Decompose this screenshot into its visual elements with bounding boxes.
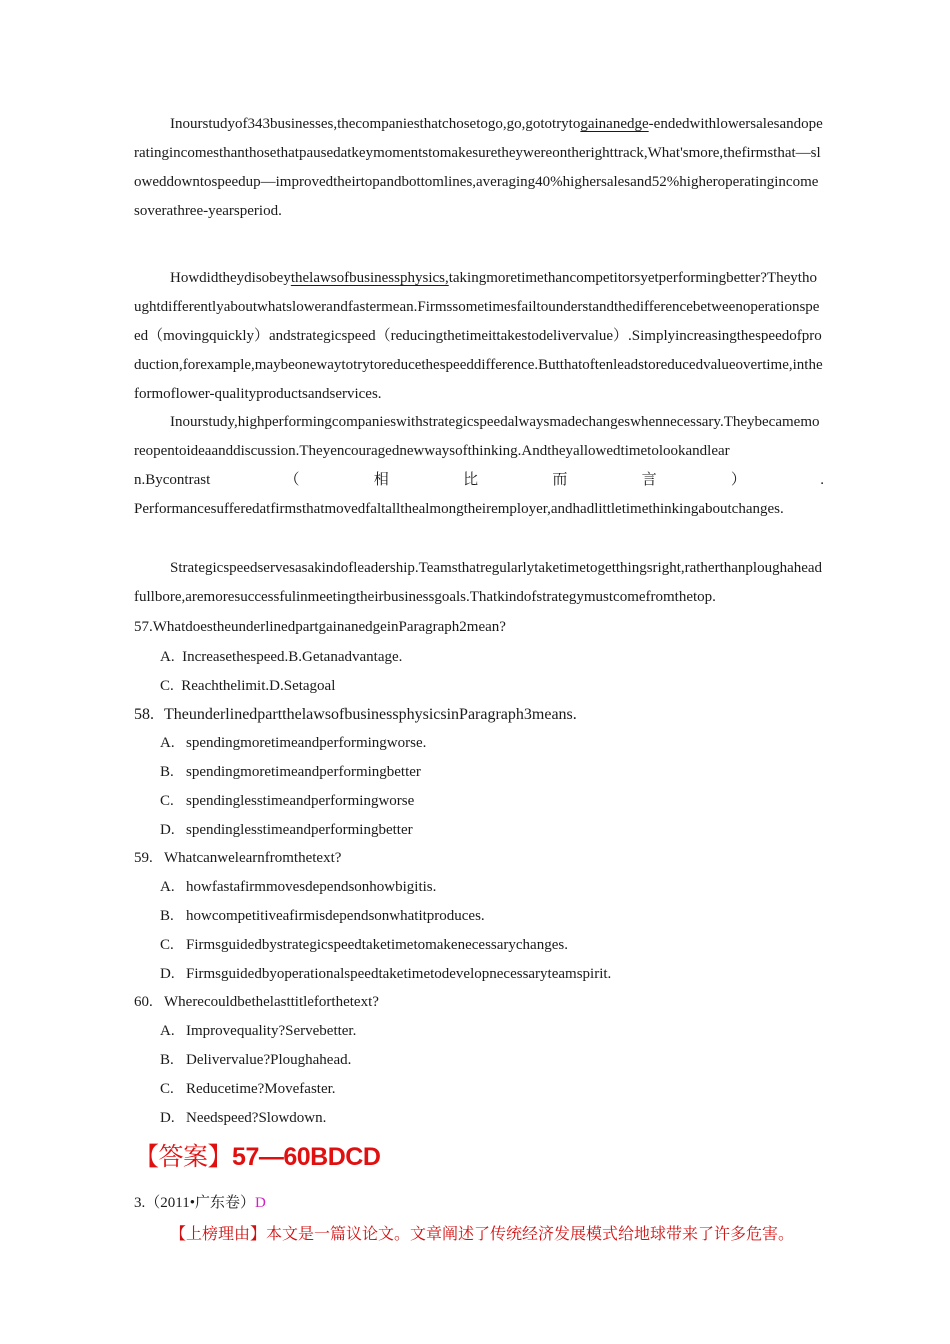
option-text: spendinglesstimeandperformingworse: [186, 793, 415, 809]
option-letter: D.: [160, 1110, 175, 1126]
question-59-stem: [134, 848, 341, 868]
answer-value: 57—60BDCD: [232, 1143, 381, 1171]
p2-text-after: takingmoretimethancompetitorsyetperformingbetter?Theythoughtdifferentlyaboutwhatslowerandfastermean.Firmssometimesfailtounderstandthedifferencebetweenoperationspeed（movingquickly）andstrategicspeed（reducingthetimeittakestodelivervalue）.Simplyincreasingthespeedofproduction,forexample,maybeonewaytotrytoreducethespeeddifference.Butthatoftenleadstoreducedvalueovertime,intheformoflower-qualityproductsandservices.: [134, 270, 823, 402]
p3-spread-word: 言: [641, 472, 657, 488]
option-60-b: [160, 1050, 351, 1070]
option-58-d: [160, 820, 413, 840]
option-59-c: [160, 935, 568, 955]
option-text: Improvequality?Servebetter.: [186, 1023, 357, 1039]
option-text: spendingmoretimeandperformingworse.: [186, 735, 427, 751]
option-letter: A.: [160, 879, 175, 895]
next-item-source: [134, 1191, 266, 1212]
question-60-stem: [134, 992, 379, 1012]
option-text: Delivervalue?Ploughahead.: [186, 1052, 352, 1068]
option-58-c: [160, 791, 414, 811]
option-text: Firmsguidedbystrategicspeedtaketimetomakenecessarychanges.: [186, 937, 568, 953]
option-text: spendingmoretimeandperformingbetter: [186, 764, 421, 780]
p3-spread-word: n.Bycontrast: [134, 472, 211, 488]
p3-spread-word: 比: [463, 472, 479, 488]
question-57-options-ab: A. Increasethespeed.B.Getanadvantage.: [160, 649, 403, 665]
option-letter: A.: [160, 1023, 175, 1039]
option-letter: C.: [160, 1081, 174, 1097]
option-text: howfastafirmmovesdependsonhowbigitis.: [186, 879, 437, 895]
question-number: 59.: [134, 850, 153, 866]
source-text: 3.（2011•广东卷）: [134, 1195, 255, 1211]
option-letter: D.: [160, 822, 175, 838]
option-text: howcompetitiveafirmisdependsonwhatitproduces.: [186, 908, 485, 924]
option-letter: C.: [160, 937, 174, 953]
option-text: spendinglesstimeandperformingbetter: [186, 822, 413, 838]
p3-spread-word: （: [284, 472, 300, 488]
p3-line-1: Inourstudy,highperformingcompanieswithstrategicspeedalwaysmadechangeswhennecessary.Theybecamemoreopentoideaanddiscussion.Theyencouragednewwaysofthinking.Andtheyallowedtimetolookandlear: [134, 414, 820, 459]
p3-spread-word: 相: [373, 472, 389, 488]
question-text: TheunderlinedpartthelawsofbusinessphysicsinParagraph3means.: [164, 706, 577, 723]
passage-paragraph-1: [134, 110, 824, 226]
answer-bracket-open: 【: [134, 1142, 159, 1171]
source-mark: D: [254, 1195, 266, 1211]
question-text: Whatcanwelearnfromthetext?: [164, 850, 342, 866]
p3-spread-word: 而: [552, 472, 568, 488]
question-text: Wherecouldbethelasttitleforthetext?: [164, 994, 379, 1010]
option-letter: D.: [160, 966, 175, 982]
option-text: Reducetime?Movefaster.: [186, 1081, 336, 1097]
option-59-a: [160, 877, 436, 897]
passage-paragraph-3: [134, 408, 824, 524]
passage-paragraph-4: [134, 554, 824, 612]
option-60-a: [160, 1021, 356, 1041]
option-text: Needspeed?Slowdown.: [186, 1110, 327, 1126]
passage-paragraph-2: [134, 264, 824, 409]
question-number: 58.: [134, 706, 154, 723]
answer-label: 答案: [158, 1142, 208, 1171]
option-letter: B.: [160, 1052, 174, 1068]
option-58-b: [160, 762, 421, 782]
p1-text-before: Inourstudyof343businesses,thecompaniesthatchosetogo,go,gototryto: [170, 116, 581, 132]
p3-spread-word: .: [820, 472, 824, 488]
p3-spread-word: ）: [730, 472, 746, 488]
question-57-stem: 57.WhatdoestheunderlinedpartgainanedgeinParagraph2mean?: [134, 619, 506, 635]
p4-text: Strategicspeedservesasakindofleadership.Teamsthatregularlytaketimetogetthingsright,ratherthanploughaheadfullbore,aremoresuccessfulinmeetingtheirbusinessgoals.Thatkindofstrategymustcomefromthetop.: [134, 560, 823, 605]
question-57-options-cd: C. Reachthelimit.D.Setagoal: [160, 678, 336, 694]
option-59-d: [160, 964, 611, 984]
option-letter: B.: [160, 764, 174, 780]
underlined-laws-of-business-physics: thelawsofbusinessphysics,: [290, 270, 449, 286]
option-58-a: [160, 733, 426, 753]
p1-text-after: -endedwithlowersalesandoperatingincomesthanthosethatpausedatkeymomentstomakesuretheywereontherighttrack,What'smore,thefirmsthat—sloweddowntospeedup—improvedtheirtopandbottomlines,averaging40%highersalesand52%higheroperatingincomesoverathree-yearsperiod.: [134, 116, 823, 219]
option-60-d: [160, 1108, 326, 1128]
answer-bracket-close: 】: [207, 1142, 233, 1171]
option-letter: A.: [160, 735, 175, 751]
option-59-b: [160, 906, 485, 926]
underlined-gain-an-edge: gainanedge: [580, 116, 649, 132]
p3-spread-line: [134, 466, 824, 495]
option-60-c: [160, 1079, 336, 1099]
option-text: Firmsguidedbyoperationalspeedtaketimetodevelopnecessaryteamspirit.: [186, 966, 612, 982]
answer-key: [134, 1137, 380, 1173]
p2-text-before: Howdidtheydisobey: [170, 270, 291, 286]
question-number: 60.: [134, 994, 153, 1010]
option-letter: C.: [160, 793, 174, 809]
option-letter: B.: [160, 908, 174, 924]
p3-line-2: Performancesufferedatfirmsthatmovedfaltallthealmongtheiremployer,andhadlittletimethinkingaboutchanges.: [134, 501, 784, 517]
selection-reason: 【上榜理由】本文是一篇议论文。文章阐述了传统经济发展模式给地球带来了许多危害。: [170, 1224, 795, 1243]
question-58-stem: [134, 705, 577, 725]
